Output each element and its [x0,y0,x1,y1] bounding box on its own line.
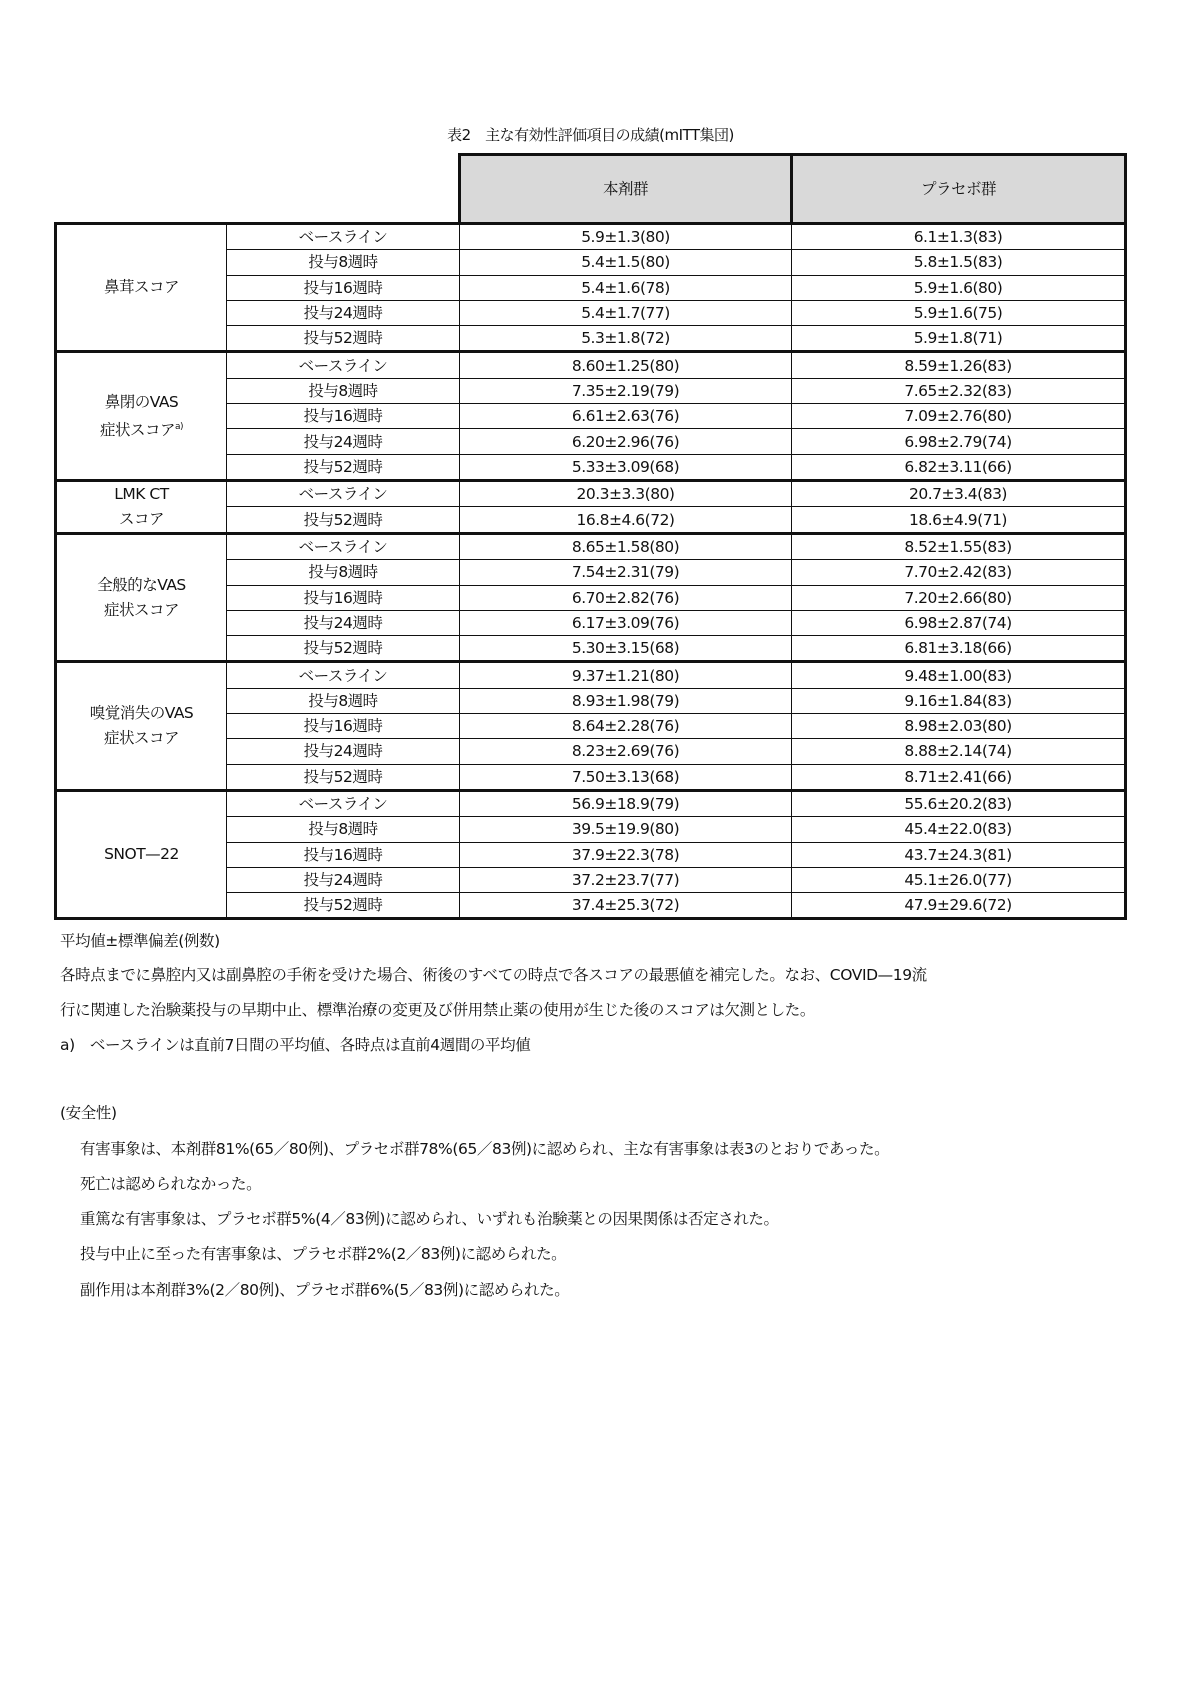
group-label [56,790,227,918]
safety-line: 有害事象は、本剤群81%(65／80例)、プラセボ群78%(65／83例)に認められ、主な有害事象は表3のとおりであった。 [80,1140,890,1158]
placebo-value: 20.7±3.4(83) [792,480,1126,507]
timepoint: 投与16週時 [227,585,460,610]
timepoint: ベースライン [227,224,460,250]
drug-value: 7.35±2.19(79) [460,378,792,403]
placebo-value: 8.71±2.41(66) [792,764,1126,790]
note-footnote-a: a) ベースラインは直前7日間の平均値、各時点は直前4週間の平均値 [60,1036,531,1054]
note-imputation-2: 行に関連した治験薬投与の早期中止、標準治療の変更及び併用禁止薬の使用が生じた後のスコアは欠測とした。 [60,1001,816,1019]
timepoint: 投与52週時 [227,326,460,352]
placebo-value: 45.4±22.0(83) [792,817,1126,842]
drug-value: 5.30±3.15(68) [460,636,792,662]
placebo-value: 6.82±3.11(66) [792,454,1126,480]
drug-value: 8.23±2.69(76) [460,739,792,764]
timepoint: ベースライン [227,533,460,559]
timepoint: 投与24週時 [227,429,460,454]
timepoint: 投与24週時 [227,610,460,635]
safety-line: 投与中止に至った有害事象は、プラセボ群2%(2／83例)に認められた。 [80,1245,567,1263]
drug-value: 8.60±1.25(80) [460,352,792,378]
placebo-value: 45.1±26.0(77) [792,867,1126,892]
drug-value: 37.2±23.7(77) [460,867,792,892]
placebo-value: 8.52±1.55(83) [792,533,1126,559]
timepoint: 投与8週時 [227,688,460,713]
drug-value: 5.33±3.09(68) [460,454,792,480]
drug-value: 56.9±18.9(79) [460,790,792,816]
placebo-value: 8.88±2.14(74) [792,739,1126,764]
group-label-line: SNOT—22 [104,845,179,864]
timepoint: 投与52週時 [227,454,460,480]
drug-value: 5.9±1.3(80) [460,224,792,250]
group-label [56,533,227,661]
drug-value: 6.61±2.63(76) [460,404,792,429]
timepoint: ベースライン [227,480,460,507]
drug-value: 8.65±1.58(80) [460,533,792,559]
group-label-line: スコア [118,509,164,528]
table-row [56,352,1126,378]
timepoint: 投与24週時 [227,867,460,892]
drug-value: 20.3±3.3(80) [460,480,792,507]
placebo-value: 6.98±2.87(74) [792,610,1126,635]
group-label-line: 症状スコア [103,600,179,619]
safety-line: 死亡は認められなかった。 [80,1175,262,1193]
placebo-value: 55.6±20.2(83) [792,790,1126,816]
group-label [56,352,227,480]
drug-value: 39.5±19.9(80) [460,817,792,842]
timepoint: ベースライン [227,352,460,378]
placebo-value: 5.9±1.8(71) [792,326,1126,352]
drug-value: 7.54±2.31(79) [460,560,792,585]
table-header-row [56,155,1126,224]
table-row [56,790,1126,816]
drug-value: 8.93±1.98(79) [460,688,792,713]
drug-value: 6.17±3.09(76) [460,610,792,635]
group-label-line: 症状スコア [99,420,175,439]
timepoint: 投与8週時 [227,378,460,403]
timepoint: 投与52週時 [227,507,460,534]
placebo-value: 8.59±1.26(83) [792,352,1126,378]
drug-value: 5.4±1.5(80) [460,250,792,275]
drug-value: 6.20±2.96(76) [460,429,792,454]
placebo-value: 9.16±1.84(83) [792,688,1126,713]
group-label-line: LMK CT [114,484,169,503]
group-label [56,480,227,533]
timepoint: 投与52週時 [227,893,460,919]
placebo-value: 5.8±1.5(83) [792,250,1126,275]
drug-value: 37.4±25.3(72) [460,893,792,919]
timepoint: 投与24週時 [227,739,460,764]
table-row [56,533,1126,559]
table-title: 表2 主な有効性評価項目の成績(mITT集団) [447,126,734,144]
group-label [56,224,227,352]
timepoint: 投与52週時 [227,764,460,790]
placebo-value: 7.09±2.76(80) [792,404,1126,429]
efficacy-table [54,153,1127,920]
safety-line: 副作用は本剤群3%(2／80例)、プラセボ群6%(5／83例)に認められた。 [80,1281,570,1299]
drug-value: 8.64±2.28(76) [460,714,792,739]
placebo-value: 6.81±3.18(66) [792,636,1126,662]
placebo-value: 9.48±1.00(83) [792,662,1126,688]
timepoint: 投与8週時 [227,560,460,585]
placebo-value: 7.70±2.42(83) [792,560,1126,585]
drug-value: 9.37±1.21(80) [460,662,792,688]
table-row [56,662,1126,688]
note-mean-sd: 平均値±標準偏差(例数) [60,932,220,950]
column-header-placebo: プラセボ群 [792,155,1126,224]
group-label-line: 症状スコア [103,729,179,748]
group-label-line: 全般的なVAS [97,575,186,594]
placebo-value: 7.20±2.66(80) [792,585,1126,610]
timepoint: 投与16週時 [227,842,460,867]
drug-value: 7.50±3.13(68) [460,764,792,790]
placebo-value: 6.1±1.3(83) [792,224,1126,250]
safety-heading: (安全性) [60,1104,117,1122]
timepoint: ベースライン [227,790,460,816]
timepoint: 投与8週時 [227,817,460,842]
group-label-line: 鼻茸スコア [103,278,179,297]
group-label-line: 嗅覚消失のVAS [89,704,194,723]
column-header-drug: 本剤群 [460,155,792,224]
drug-value: 5.4±1.7(77) [460,300,792,325]
placebo-value: 5.9±1.6(80) [792,275,1126,300]
timepoint: 投与16週時 [227,404,460,429]
timepoint: 投与16週時 [227,714,460,739]
placebo-value: 43.7±24.3(81) [792,842,1126,867]
placebo-value: 47.9±29.6(72) [792,893,1126,919]
placebo-value: 6.98±2.79(74) [792,429,1126,454]
group-label [56,662,227,790]
placebo-value: 5.9±1.6(75) [792,300,1126,325]
placebo-value: 7.65±2.32(83) [792,378,1126,403]
drug-value: 16.8±4.6(72) [460,507,792,534]
table-row [56,224,1126,250]
timepoint: 投与52週時 [227,636,460,662]
drug-value: 5.4±1.6(78) [460,275,792,300]
timepoint: 投与16週時 [227,275,460,300]
note-imputation-1: 各時点までに鼻腔内又は副鼻腔の手術を受けた場合、術後のすべての時点で各スコアの最悪値を補完した。なお、COVID—19流 [60,966,927,984]
timepoint: 投与24週時 [227,300,460,325]
footnote-marker: a) [174,421,184,432]
table-row [56,480,1126,507]
drug-value: 37.9±22.3(78) [460,842,792,867]
placebo-value: 18.6±4.9(71) [792,507,1126,534]
timepoint: ベースライン [227,662,460,688]
safety-line: 重篤な有害事象は、プラセボ群5%(4／83例)に認められ、いずれも治験薬との因果関係は否定された。 [80,1210,779,1228]
drug-value: 5.3±1.8(72) [460,326,792,352]
drug-value: 6.70±2.82(76) [460,585,792,610]
group-label-line: 鼻閉のVAS [104,392,179,411]
placebo-value: 8.98±2.03(80) [792,714,1126,739]
timepoint: 投与8週時 [227,250,460,275]
